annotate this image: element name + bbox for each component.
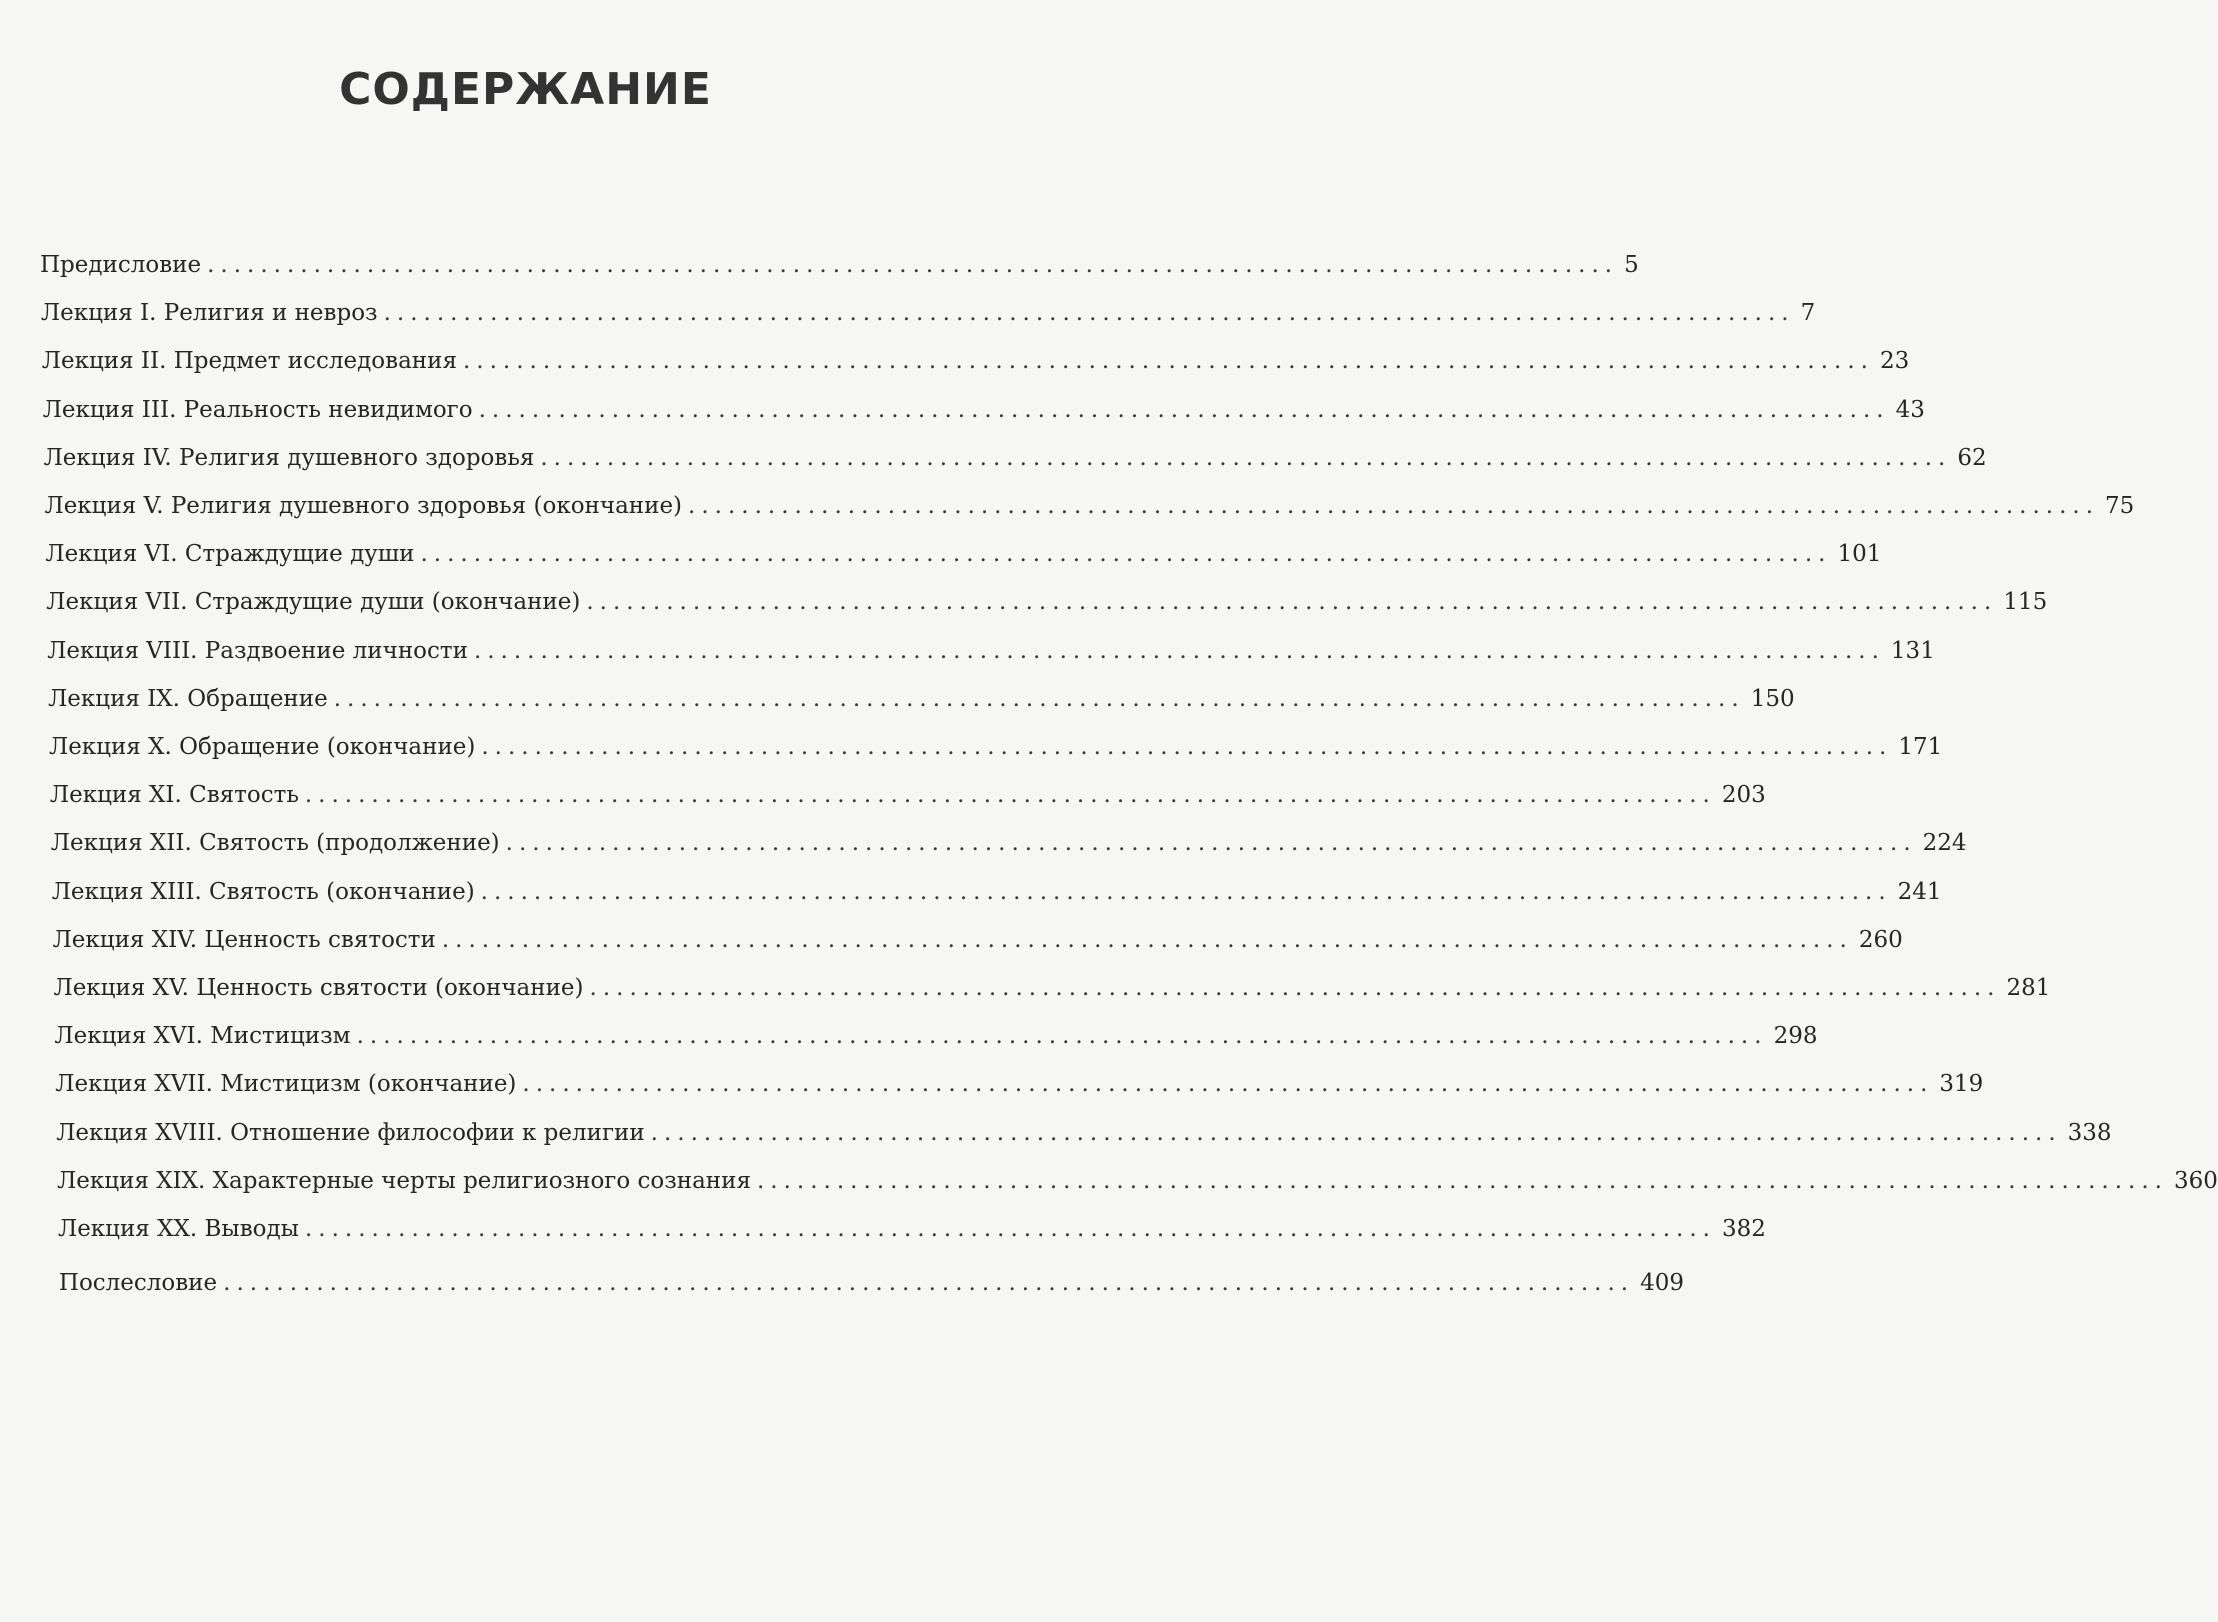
toc-entry-label: Лекция XII. Святость (продолжение) [50,830,500,857]
toc-entry-lecture-15 [53,968,2051,1008]
toc-entry-page: 43 [1895,396,1925,423]
toc-entry-label: Лекция XIX. Характерные черты религиозного сознания [57,1167,751,1194]
dot-leader: .......................................................................................................... [756,1167,2168,1194]
toc-entry-page: 224 [1922,830,1967,857]
toc-entry-lecture-13 [51,872,1942,912]
toc-entry-lecture-3 [42,390,1925,430]
toc-entry-page: 203 [1721,782,1766,809]
dot-leader: .......................................................................................................... [586,589,1998,616]
toc-entry-page: 23 [1879,348,1910,375]
toc-entry-lecture-8 [47,631,1935,671]
toc-entry-page: 319 [1939,1071,1984,1098]
dot-leader: .......................................................................................................... [478,396,1890,423]
toc-entry-page: 7 [1800,300,1816,327]
toc-entry-lecture-17 [55,1064,1984,1104]
toc-entry-lecture-10 [49,727,1943,767]
dot-leader: .......................................................................................................... [481,734,1893,760]
dot-leader: .......................................................................................................... [420,541,1832,568]
toc-entry-afterword [58,1263,1685,1303]
toc-entry-lecture-20 [58,1209,1766,1249]
toc-entry-page: 75 [2105,493,2135,519]
toc-entry-lecture-5 [44,486,2135,526]
toc-entry-lecture-11 [49,775,1766,815]
toc-entry-label: Лекция V. Религия душевного здоровья (окончание) [44,493,683,519]
toc-entry-page: 360 [2173,1167,2218,1194]
toc-entry-page: 298 [1773,1023,1818,1050]
dot-leader: .......................................................................................................... [462,348,1874,375]
dot-leader: .......................................................................................................... [333,685,1745,712]
toc-entry-lecture-19 [57,1161,2218,1201]
toc-entry-lecture-9 [48,679,1795,719]
toc-entry-page: 62 [1957,444,1987,471]
toc-entry-lecture-18 [56,1113,2112,1153]
toc-entry-label: Предисловие [40,252,202,278]
toc-entry-page: 260 [1858,926,1903,953]
toc-entry-page: 409 [1640,1270,1685,1297]
toc-entry-lecture-16 [54,1016,1818,1056]
toc-entry-lecture-14 [52,920,1903,960]
toc-entry-label: Лекция VII. Страждущие души (окончание) [46,589,581,616]
dot-leader: .......................................................................................................... [688,493,2100,519]
dot-leader: .......................................................................................................... [356,1023,1768,1050]
dot-leader: .......................................................................................................... [207,252,1619,278]
toc-entry-label: Лекция XV. Ценность святости (окончание) [53,975,584,1001]
dot-leader: .......................................................................................................... [589,975,2001,1001]
dot-leader: .......................................................................................................... [505,830,1917,857]
dot-leader: .......................................................................................................... [441,926,1853,953]
toc-entry-lecture-1 [40,293,1816,333]
toc-entry-page: 382 [1721,1216,1766,1242]
dot-leader: .......................................................................................................... [473,637,1885,664]
dot-leader: .......................................................................................................... [383,300,1795,327]
page-title: СОДЕРЖАНИЕ [339,64,712,115]
toc-entry-label: Лекция VI. Страждущие души [45,541,415,568]
toc-entry-page: 171 [1898,734,1943,760]
toc-entry-label: Лекция XVII. Мистицизм (окончание) [55,1071,517,1098]
toc-entry-preface [40,245,1639,285]
toc-entry-lecture-4 [43,438,1987,478]
toc-entry-label: Лекция IX. Обращение [48,685,328,712]
toc-entry-page: 131 [1890,637,1935,664]
toc-entry-page: 115 [2003,589,2048,616]
toc-entry-label: Лекция IV. Религия душевного здоровья [43,444,535,471]
toc-entry-label: Послесловие [58,1270,218,1297]
dot-leader: .......................................................................................................... [650,1119,2062,1146]
toc-entry-lecture-7 [46,582,2048,622]
toc-entry-label: Лекция XIII. Святость (окончание) [51,878,475,905]
toc-entry-label: Лекция XVIII. Отношение философии к религии [56,1119,645,1146]
toc-entry-label: Лекция III. Реальность невидимого [42,396,473,423]
toc-entry-label: Лекция X. Обращение (окончание) [49,734,476,760]
dot-leader: .......................................................................................................... [304,1216,1716,1242]
toc-entry-page: 5 [1624,252,1639,278]
toc-entry-page: 338 [2067,1119,2112,1146]
toc-entry-label: Лекция XX. Выводы [58,1216,299,1242]
dot-leader: .......................................................................................................... [522,1071,1934,1098]
toc-entry-lecture-6 [45,534,1882,574]
dot-leader: .......................................................................................................... [304,782,1716,809]
toc-entry-label: Лекция VIII. Раздвоение личности [47,637,468,664]
toc-entry-label: Лекция I. Религия и невроз [40,300,378,327]
dot-leader: .......................................................................................................... [540,444,1952,471]
toc-entry-page: 281 [2006,975,2051,1001]
dot-leader: .......................................................................................................... [480,878,1892,905]
toc-entry-lecture-2 [41,341,1910,381]
toc-entry-page: 241 [1897,878,1942,905]
toc-entry-label: Лекция XI. Святость [49,782,299,809]
toc-entry-label: Лекция XVI. Мистицизм [54,1023,351,1050]
toc-entry-label: Лекция II. Предмет исследования [41,348,457,375]
dot-leader: .......................................................................................................... [223,1270,1635,1297]
toc-entry-page: 101 [1837,541,1882,568]
toc-entry-label: Лекция XIV. Ценность святости [52,926,436,953]
table-of-contents [0,245,2218,1345]
toc-entry-page: 150 [1750,685,1795,712]
toc-entry-lecture-12 [50,823,1967,863]
